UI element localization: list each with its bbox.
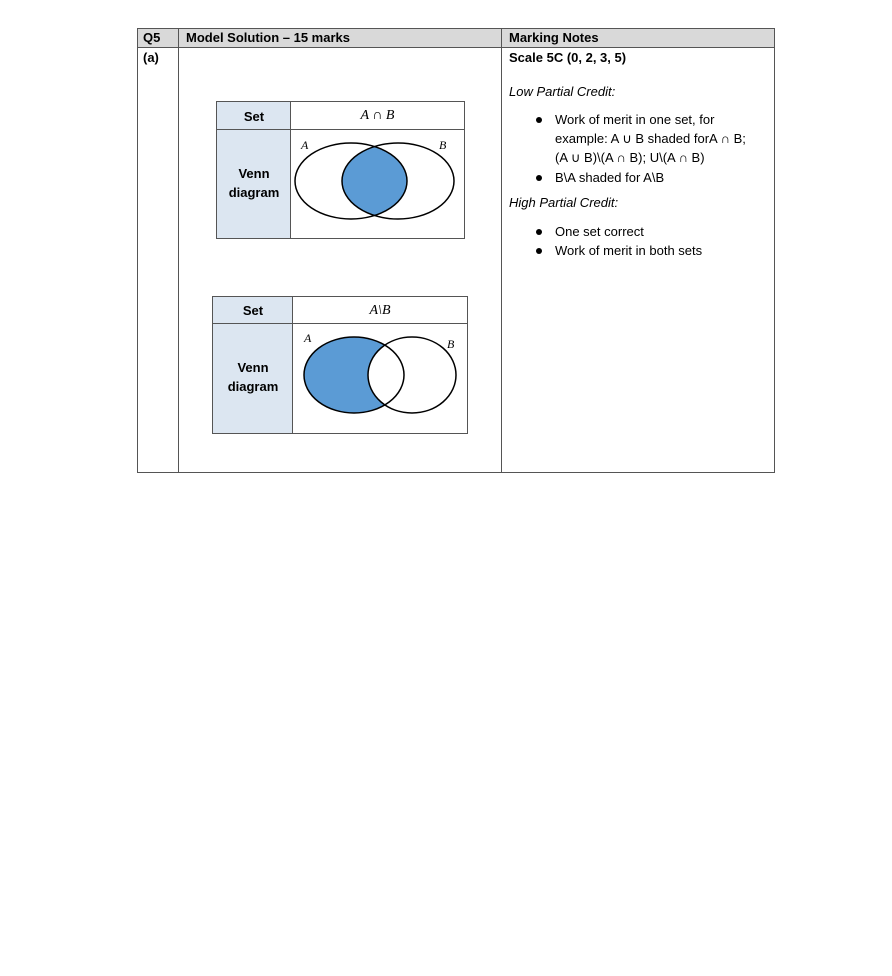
- high-credit-title: High Partial Credit:: [509, 195, 619, 210]
- venn-diagram-difference: [294, 325, 467, 433]
- set-label: Set: [243, 108, 265, 124]
- bullet: [536, 248, 542, 254]
- label-b: B: [439, 138, 447, 152]
- low-credit-item-1: Work of merit in one set, for example: A ∪ B shaded forA ∩ B; (A ∪ B)\(A ∩ B); U\(A ∩ B): [555, 112, 746, 165]
- low-credit-item-2: B\A shaded for A\B: [555, 170, 665, 185]
- header-divider: [137, 47, 775, 48]
- set-label: Set: [242, 303, 264, 318]
- low-credit-title: Low Partial Credit:: [509, 84, 616, 99]
- bullet: [536, 229, 542, 235]
- high-credit-item-1: One set correct: [555, 224, 644, 239]
- part-label: (a): [143, 50, 159, 65]
- set-table-2: [212, 296, 468, 434]
- label-b: B: [447, 337, 455, 351]
- notes-header: Marking Notes: [509, 30, 599, 45]
- venn-label: Venn diagram: [227, 360, 279, 394]
- solution-header: Model Solution – 15 marks: [186, 30, 350, 45]
- bullet: [536, 175, 542, 181]
- column-divider-2: [501, 28, 502, 473]
- high-credit-item-2: Work of merit in both sets: [555, 243, 703, 258]
- set-table-1: [216, 101, 465, 239]
- scale-label: Scale 5C (0, 2, 3, 5): [509, 50, 627, 65]
- column-divider-1: [178, 28, 179, 473]
- set-value: A ∩ B: [360, 108, 395, 123]
- bullet: [536, 117, 542, 123]
- label-a: A: [301, 138, 309, 152]
- venn-label: Venn diagram: [228, 166, 280, 200]
- set-value: A\B: [369, 302, 391, 318]
- question-label: Q5: [143, 30, 161, 45]
- label-a: A: [304, 331, 312, 345]
